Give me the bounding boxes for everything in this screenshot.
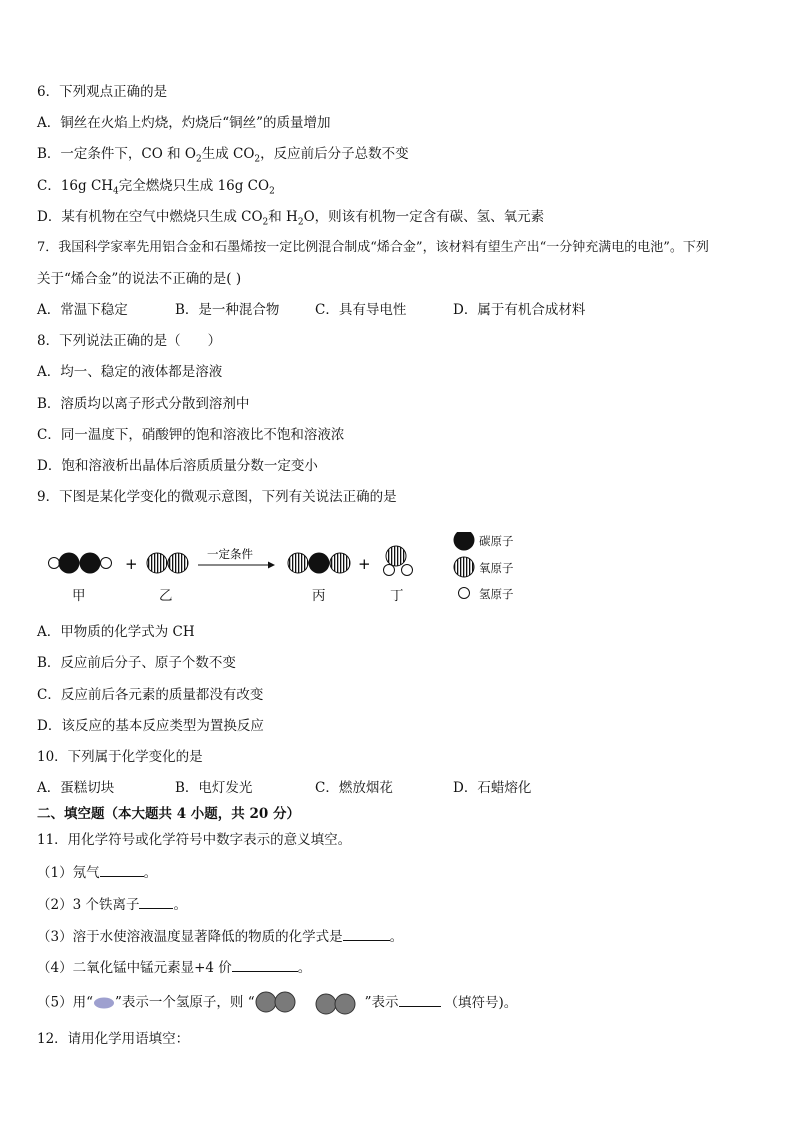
q8-option-b: B．溶质均以离子形式分散到溶剂中 bbox=[37, 396, 250, 412]
q11-part2: （2）3 个铁离子 。 bbox=[37, 897, 187, 913]
label-ding: 丁 bbox=[390, 588, 404, 604]
label-yi: 乙 bbox=[159, 588, 173, 604]
q8-stem: 8．下列说法正确的是（ ） bbox=[37, 333, 222, 349]
q7-option-b: B．是一种混合物 bbox=[175, 302, 280, 318]
q9-option-c: C．反应前后各元素的质量都没有改变 bbox=[37, 687, 264, 703]
section-heading: 二、填空题（本大题共 4 小题，共 20 分） bbox=[37, 806, 300, 822]
hydrogen-molecules-icon bbox=[255, 990, 365, 1016]
molecule-jia bbox=[49, 553, 112, 574]
q6-option-b: B．一定条件下，CO 和 $O_2$生成 $CO_2$，反应前后分子总数不变 bbox=[37, 146, 409, 165]
label-bing: 丙 bbox=[312, 588, 326, 604]
q9-option-b: B．反应前后分子、原子个数不变 bbox=[37, 655, 236, 671]
reaction-arrow bbox=[198, 562, 275, 569]
q8-option-d: D．饱和溶液析出晶体后溶质质量分数一定变小 bbox=[37, 458, 318, 474]
q10-option-c: C．燃放烟花 bbox=[315, 780, 393, 796]
q8-option-a: A．均一、稳定的液体都是溶液 bbox=[37, 364, 223, 380]
reaction-condition: 一定条件 bbox=[207, 547, 253, 561]
legend-hydrogen-swatch bbox=[459, 588, 470, 599]
legend-hydrogen-label: 氢原子 bbox=[479, 587, 514, 601]
q6-option-c: C．16g $CH_4$完全燃烧只生成 16g $CO_2$ bbox=[37, 178, 275, 197]
q6-option-d: D．某有机物在空气中燃烧只生成 $CO_2$和 $H_2O$，则该有机物一定含有碳、氢、氧元素 bbox=[37, 209, 545, 228]
hydrogen-atom-icon bbox=[93, 996, 115, 1010]
q11-part1: （1）氖气 。 bbox=[37, 865, 158, 881]
q10-option-d: D．石蜡熔化 bbox=[453, 780, 532, 796]
q6-option-a: A．铜丝在火焰上灼烧，灼烧后“铜丝”的质量增加 bbox=[37, 115, 331, 131]
q9-stem: 9．下图是某化学变化的微观示意图，下列有关说法正确的是 bbox=[37, 489, 397, 505]
q7-option-a: A．常温下稳定 bbox=[37, 302, 128, 318]
plus-sign-2: + bbox=[358, 555, 371, 573]
q11-part4: （4）二氧化锰中锰元素显+4 价 。 bbox=[37, 960, 312, 976]
legend-oxygen-label: 氧原子 bbox=[479, 561, 514, 575]
legend-carbon-label: 碳原子 bbox=[479, 534, 514, 548]
q9-option-a: A．甲物质的化学式为 CH bbox=[37, 624, 195, 640]
legend-carbon-swatch bbox=[454, 532, 475, 551]
q12-stem: 12．请用化学用语填空： bbox=[37, 1031, 190, 1047]
molecule-yi bbox=[147, 553, 188, 573]
q7-option-c: C．具有导电性 bbox=[315, 302, 407, 318]
reaction-diagram bbox=[40, 532, 540, 612]
answer-blank[interactable] bbox=[100, 863, 144, 877]
q9-option-d: D．该反应的基本反应类型为置换反应 bbox=[37, 718, 264, 734]
q11-part3: （3）溶于水使溶液温度显著降低的物质的化学式是 。 bbox=[37, 929, 404, 945]
reaction-molecules bbox=[40, 532, 540, 612]
answer-blank[interactable] bbox=[139, 895, 173, 909]
legend bbox=[454, 532, 475, 599]
plus-sign-1: + bbox=[125, 555, 138, 573]
q8-option-c: C．同一温度下，硝酸钾的饱和溶液比不饱和溶液浓 bbox=[37, 427, 345, 443]
label-jia: 甲 bbox=[72, 588, 86, 604]
answer-blank[interactable] bbox=[343, 927, 390, 941]
legend-oxygen-swatch bbox=[454, 557, 474, 577]
q10-stem: 10．下列属于化学变化的是 bbox=[37, 749, 203, 765]
q7-option-d: D．属于有机合成材料 bbox=[453, 302, 586, 318]
molecule-ding bbox=[384, 546, 413, 576]
molecule-bing bbox=[288, 553, 350, 574]
answer-blank[interactable] bbox=[399, 993, 441, 1007]
q7-stem-line2: 关于“烯合金”的说法不正确的是( ) bbox=[37, 271, 242, 287]
q6-stem: 6．下列观点正确的是 bbox=[37, 84, 168, 100]
q10-option-a: A．蛋糕切块 bbox=[37, 780, 115, 796]
q10-option-b: B．电灯发光 bbox=[175, 780, 253, 796]
q7-stem-line1: 7．我国科学家率先用铝合金和石墨烯按一定比例混合制成“烯合金”，该材料有望生产出“一分钟充满电的电池”。下列 bbox=[37, 240, 709, 255]
q11-part5: （5）用“ ”表示一个氢原子，则 “ ”表示 （填符号)。 bbox=[37, 990, 517, 1016]
q11-stem: 11．用化学符号或化学符号中数字表示的意义填空。 bbox=[37, 832, 352, 848]
answer-blank[interactable] bbox=[232, 958, 298, 972]
